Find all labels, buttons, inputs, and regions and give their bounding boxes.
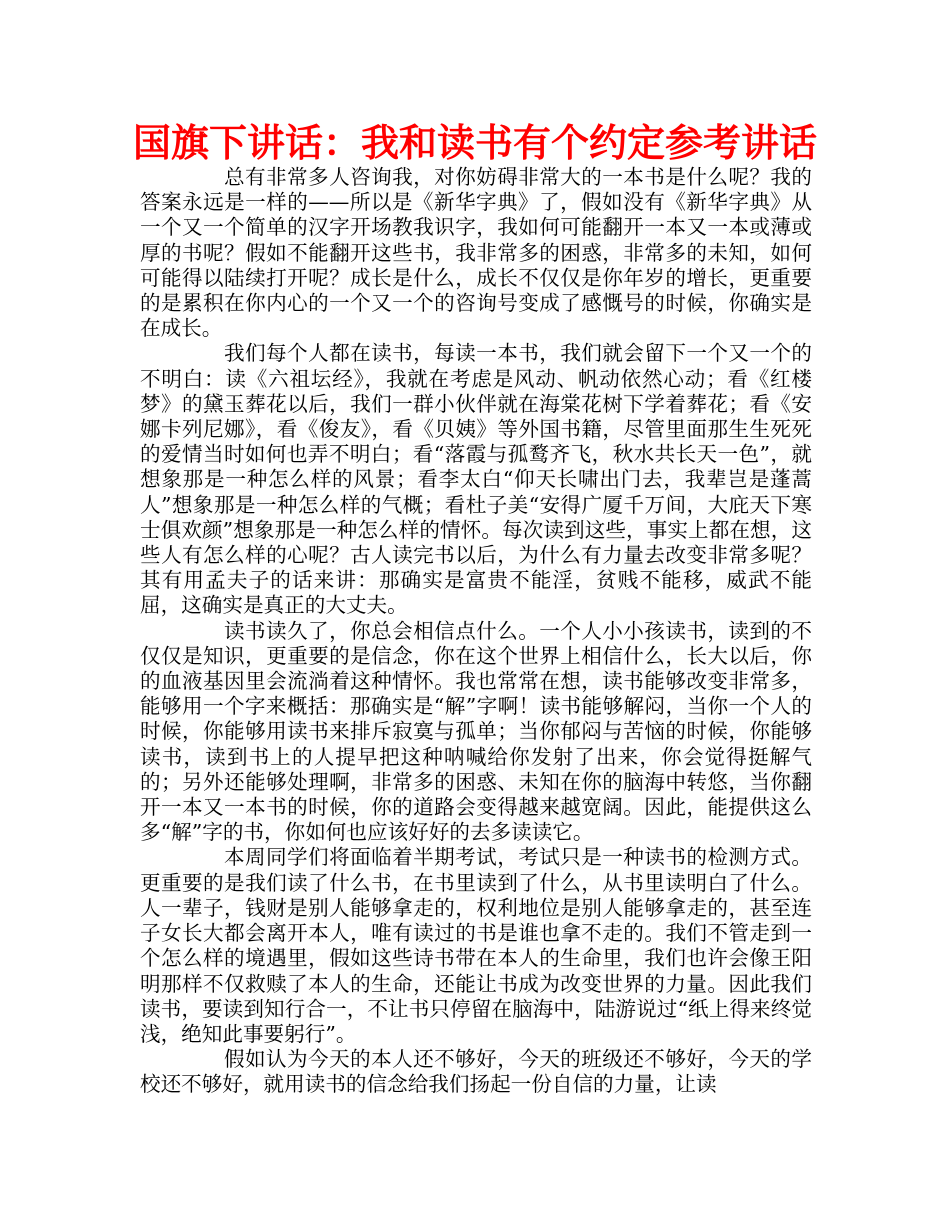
document-title: 国旗下讲话：我和读书有个约定参考讲话 — [132, 121, 817, 165]
paragraph: 我们每个人都在读书，每读一本书，我们就会留下一个又一个的不明白：读《六祖坛经》，我就在考虑是风动、帆动依然心动；看《红楼梦》的黛玉葬花以后，我们一群小伙伴就在海棠花树下学着葬花；看《安娜卡列尼娜》，看《俊友》，看《贝姨》等外国书籍，尽管里面那生生死死的爱情当时如何也弄不明白；看“落霞与孤鹜齐飞，秋水共长天一色”，就想象那是一种怎么样的风景；看李太白“仰天长啸出门去，我辈岂是蓬蒿人”想象那是一种怎么样的气概；看杜子美“安得广厦千万间，大庇天下寒士俱欢颜”想象那是一种怎么样的情怀。每次读到这些，事实上都在想，这些人有怎么样的心呢？古人读完书以后，为什么有力量去改变非常多呢？其有用孟夫子的话来讲：那确实是富贵不能淫，贫贱不能移，威武不能屈，这确实是真正的大丈夫。 — [140, 341, 812, 618]
paragraph: 本周同学们将面临着半期考试，考试只是一种读书的检测方式。更重要的是我们读了什么书，在书里读到了什么，从书里读明白了什么。人一辈子，钱财是别人能够拿走的，权利地位是别人能够拿走的，甚至连子女长大都会离开本人，唯有读过的书是谁也拿不走的。我们不管走到一个怎么样的境遇里，假如这些诗书带在本人的生命里，我们也许会像王阳明那样不仅救赎了本人的生命，还能让书成为改变世界的力量。因此我们读书，要读到知行合一，不让书只停留在脑海中，陆游说过“纸上得来终觉浅，绝知此事要躬行”。 — [140, 845, 812, 1046]
paragraph: 总有非常多人咨询我，对你妨碍非常大的一本书是什么呢？我的答案永远是一样的——所以是《新华字典》了，假如没有《新华字典》从一个又一个简单的汉字开场教我识字，我如何可能翻开一本又一本或薄或厚的书呢？假如不能翻开这些书，我非常多的困惑，非常多的未知，如何可能得以陆续打开呢？成长是什么，成长不仅仅是你年岁的增长，更重要的是累积在你内心的一个又一个的咨询号变成了感慨号的时候，你确实是在成长。 — [140, 165, 812, 341]
paragraph: 假如认为今天的本人还不够好，今天的班级还不够好，今天的学校还不够好，就用读书的信念给我们扬起一份自信的力量，让读 — [140, 1047, 812, 1097]
document-body — [140, 165, 812, 1098]
paragraph: 读书读久了，你总会相信点什么。一个人小小孩读书，读到的不仅仅是知识，更重要的是信念，你在这个世界上相信什么，长大以后，你的血液基因里会流淌着这种情怀。我也常常在想，读书能够改变非常多，能够用一个字来概括：那确实是“解”字啊！读书能够解闷，当你一个人的时候，你能够用读书来排斥寂寞与孤单；当你郁闷与苦恼的时候，你能够读书，读到书上的人提早把这种呐喊给你发射了出来，你会觉得挺解气的；另外还能够处理啊，非常多的困惑、未知在你的脑海中转悠，当你翻开一本又一本书的时候，你的道路会变得越来越宽阔。因此，能提供这么多“解”字的书，你如何也应该好好的去多读读它。 — [140, 618, 812, 845]
